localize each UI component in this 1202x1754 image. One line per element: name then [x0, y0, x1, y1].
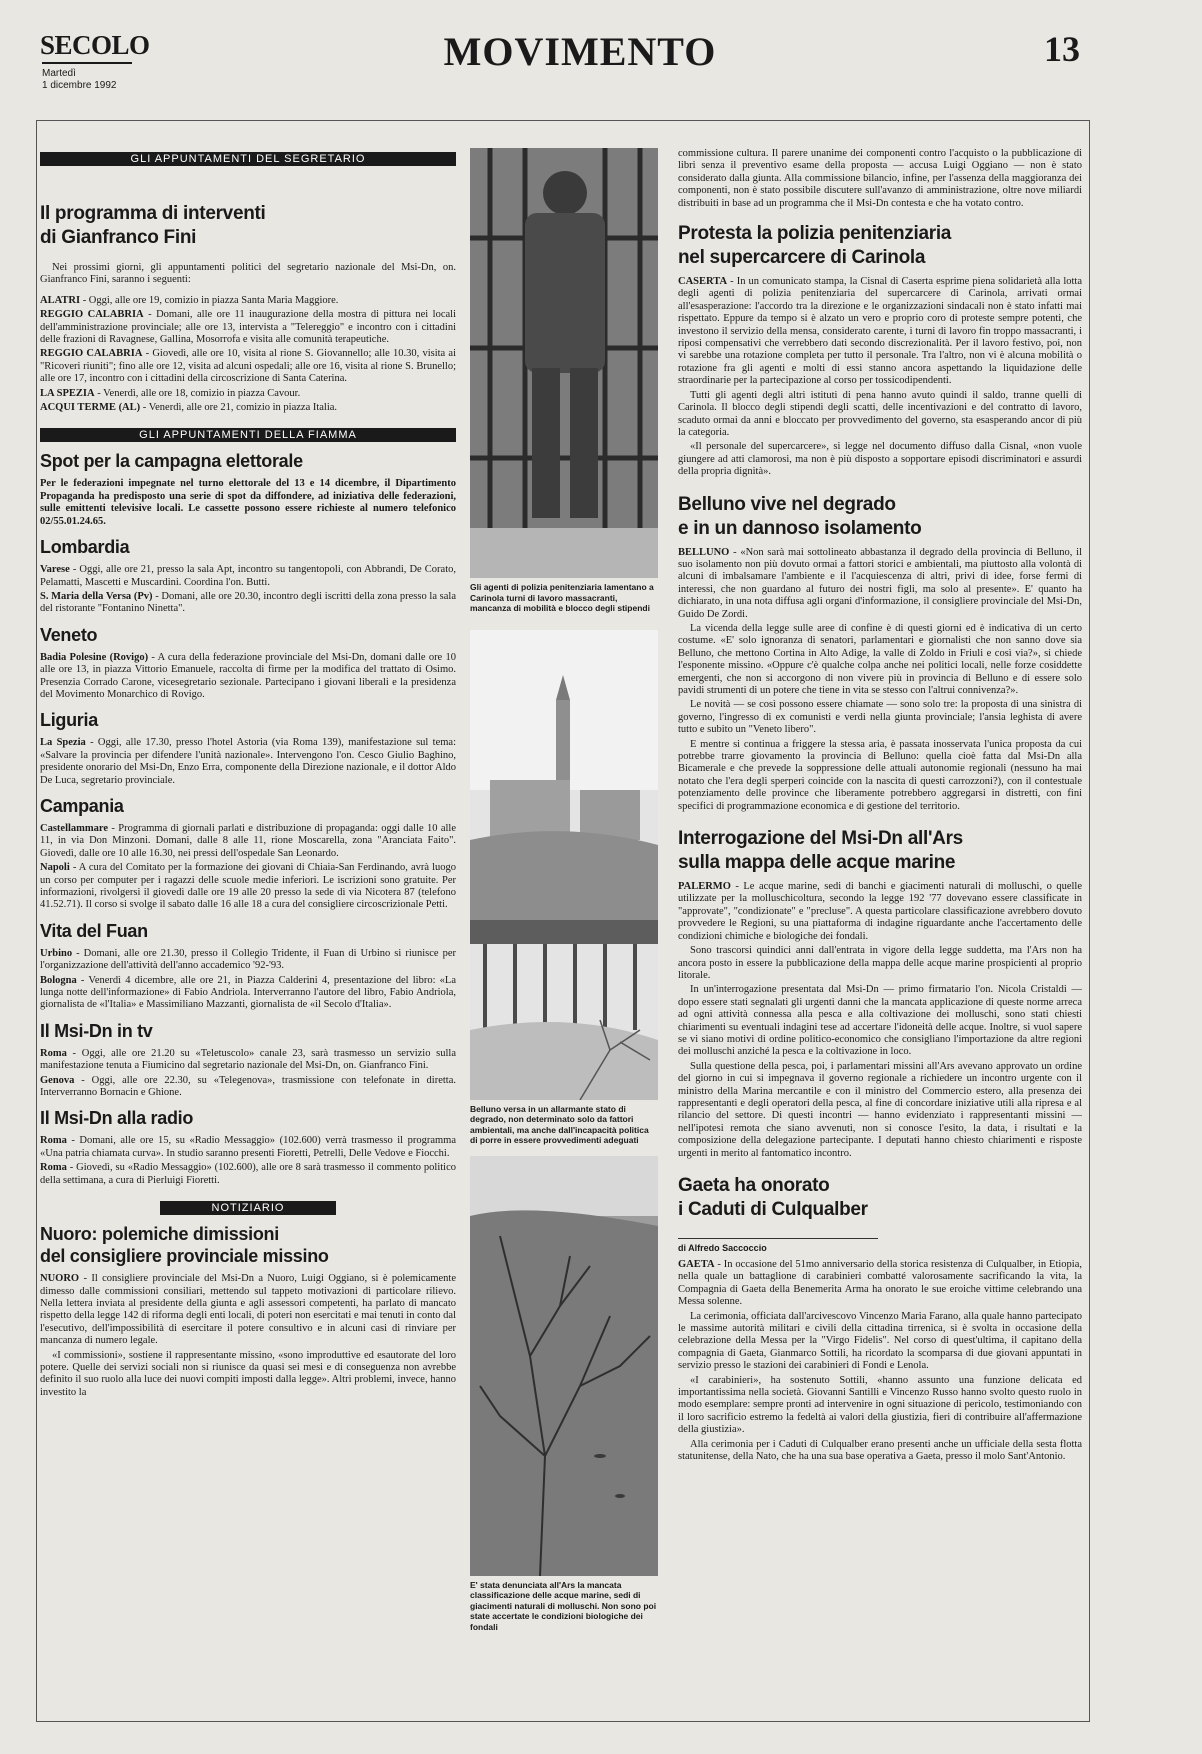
paragraph-text: - In un comunicato stampa, la Cisnal di Caserta esprime piena solidarietà alla lotta degli agenti di polizia penitenziaria del supercarcere di Carinola, arrivati ormai all'esasperazione: l'accordo tra la direzione e le organizzazioni sindacali non è stato infatti mai rispettato. Eppure da tempo si è alzato un vero e proprio coro di proteste sempre potenti, che investono il servizio della mensa, considerato carente, i turni di lavoro fin troppo massacranti, i riposi compensativi che verrebbero dati secondo discrezionalità. Per il lavoro festivo, poi, non vi sarebbe una rotazione completa per tutto il personale. Tra l'altro, non vi è alcuna mobilità o rotazione fra gli agenti e molti di essi stanno ancora aspettando la liquidazione delle straordinarie per la partecipazione al corso per tossicodipendenti. [678, 276, 1082, 387]
place-name: REGGIO CALABRIA [40, 309, 144, 321]
subhead-veneto: Veneto [40, 624, 98, 645]
place-name: LA SPEZIA [40, 387, 95, 399]
byline: di Alfredo Saccoccio [678, 1243, 767, 1253]
photo-belluno [470, 630, 658, 1100]
headline-line: di Gianfranco Fini [40, 227, 197, 248]
place-name: GAETA [678, 1259, 715, 1270]
headline-belluno [678, 493, 1082, 541]
headline-gaeta [678, 1174, 1082, 1222]
place-name: La Spezia [40, 737, 86, 749]
subhead-tv: Il Msi-Dn in tv [40, 1020, 153, 1041]
headline-line: Il programma di interventi [40, 203, 266, 224]
newspaper-logo: SECOLO [40, 30, 150, 60]
paragraph-text: - In occasione del 51mo anniversario della storica resistenza di Culqualber, in Etiopia, nella quale un battaglione di carabinieri combatté valorosamente sacrificando la vita, la Compagnia di Gaeta della Benemerita Arma ha onorato le sue eroiche vittime celebrando una Messa solenne. [678, 1259, 1082, 1308]
article-paragraph: «I commissioni», sostiene il rappresentante missino, «sono improduttive ed esautorate del loro potere. Quelle dei servizi sociali non si riunisce da quasi sei mesi e di conseguenza non avrebbe definito il suo ruolo alla luce dei nuovi compiti imposti dalla legge». Altri problemi, invece, hanno investito la [40, 1349, 456, 1398]
article-paragraph [40, 1048, 456, 1073]
prison-guard-image [470, 148, 658, 578]
headline-line: i Caduti di Culqualber [678, 1199, 868, 1220]
article-paragraph: In un'interrogazione presentata dal Msi-Dn — primo firmatario l'on. Nicola Cristaldi — dopo essere stati segnalati gli urgenti danni che la mancata applicazione di queste norme arreca ad ogni attività connessa alla pesca e alla coltivazione dei molluschi, sono stati chiesti chiarimenti su eventuali indagini tese ad accertare l'idoneità delle acque. Inoltre, si vuol sapere se vi siano motivi di ordine politico-economico che consigliano l'importazione da altre regioni dei molluschi anziché la pesca e la coltivazione in loco. [678, 984, 1082, 1058]
place-name: ALATRI [40, 294, 81, 306]
place-name: REGGIO CALABRIA [40, 348, 143, 360]
article-paragraph [40, 1273, 456, 1347]
paragraph-text: - Domani, alle ore 11 inaugurazione della mostra di pittura nei locali dell'amministrazione provinciale; alle ore 13, intervista a "Telereggio" e incontro con i cittadini delle frazioni di Ravagnese, Gallina, Mosorrofa e visita alle comunità terapeutiche. [40, 309, 456, 346]
article-paragraph [678, 1259, 1082, 1309]
article-paragraph [40, 402, 456, 414]
place-name: ACQUI TERME (AL) [40, 402, 141, 414]
paragraph-text: - Oggi, alle ore 19, comizio in piazza Santa Maria Maggiore. [80, 294, 339, 306]
paragraph-text: - Oggi, alle ore 21, presso la sala Apt, incontro su tangentopoli, con Abbrandi, De Corato, Pelamatti, Mascetti e Muscardini. Coordina l'on. Butti. [40, 564, 456, 588]
paragraph-text: - Venerdì 4 dicembre, alle ore 21, in Piazza Calderini 4, presentazione del libro: «La lunga notte dell'informazione» di Fabio Andriola. Interverranno l'autore del libro, Fabio Andriola, giornalista de «l'Italia» e Massimiliano Mazzanti, giornalista de «il Secolo d'Italia». [40, 974, 456, 1011]
subhead-lombardia: Lombardia [40, 537, 130, 558]
article-paragraph [40, 1075, 456, 1100]
article-paragraph [40, 564, 456, 589]
article-paragraph [40, 948, 456, 973]
paragraph-text: - Giovedì, alle ore 10, visita al rione S. Giovannello; alle 10.30, visita ai "Ricoveri riuniti"; fino alle ore 12, visita ad alcuni ospedali; alle ore 16, visita al rione S. Brunello; alle ore 17, incontro con i cittadini della circoscrizione di Santa Caterina. [40, 348, 456, 385]
headline-line: Protesta la polizia penitenziaria [678, 223, 952, 245]
photo-sea [470, 1156, 658, 1576]
place-name: Roma [40, 1047, 67, 1059]
paragraph-text: - Oggi, alle ore 21.20 su «Teletuscolo» canale 23, sarà trasmesso un servizio sulla manifestazione tenuta a Fiumicino dal segretario nazionale del Msi-Dn, on. Gianfranco Fini. [40, 1047, 456, 1072]
place-name: NUORO [40, 1273, 80, 1285]
headline-line: del consigliere provinciale missino [40, 1246, 329, 1267]
article-paragraph: Le novità — se così possono essere chiamate — sono solo tre: la proposta di una sinistra di governo, l'ingresso di ex comunisti e verdi nella giunta provinciale; l'ansia leghista di avere tutto e subito un "Veneto libero". [678, 699, 1082, 736]
masthead [40, 18, 1080, 100]
headline-line: Gaeta ha onorato [678, 1175, 830, 1196]
article-paragraph [40, 862, 456, 912]
article-paragraph [678, 547, 1082, 621]
right-column [678, 148, 1082, 1466]
headline-polizia [678, 222, 1082, 270]
paragraph-text: - Il consigliere provinciale del Msi-Dn a Nuoro, Luigi Oggiano, si è polemicamente dimesso dalle commissioni consiliari, mettendo sul tappeto motivazioni di particolare rilievo. Nella lettera inviata al presidente della giunta e agli assessori competenti, ha parlato di mancato rispetto della legge 142 di riforma degli enti locali, di poteri non esercitati e mai tenuti in conto dal l'esecutivo, dell'impossibilità di esercitare il potere consultivo e in alcuni casi di rinviare per mancanza di numero legale. [40, 1273, 456, 1347]
article-paragraph [40, 652, 456, 702]
photo-column [470, 148, 658, 1642]
section-title: MOVIMENTO [443, 29, 717, 74]
article-paragraph [40, 388, 456, 400]
photo-caption: Belluno versa in un allarmante stato di degrado, non determinato solo da fattori ambientali, ma anche dall'incapacità politica di porre in essere provvedimenti adeguati [470, 1103, 649, 1145]
article-paragraph [40, 348, 456, 385]
headline-programma-fini [40, 202, 456, 250]
photo-caption: E' stata denunciata all'Ars la mancata classificazione delle acque marine, sedi di giacimenti naturali di molluschi. Non sono poi state accertate le condizioni biologiche dei fondali [470, 1579, 657, 1632]
date-weekday: Martedì [42, 68, 76, 79]
article-paragraph [40, 1162, 456, 1187]
headline-line: Belluno vive nel degrado [678, 493, 896, 515]
place-name: Genova [40, 1074, 75, 1086]
paragraph-text: - Oggi, alle ore 22.30, su «Telegenova», trasmissione con telefonate in diretta. Interverranno Bornacin e Ghione. [40, 1074, 456, 1099]
article-paragraph: La cerimonia, officiata dall'arcivescovo Vincenzo Maria Farano, alla quale hanno partecipato le massime autorità militari e civili della cittadina tirrenica, si è svolta in occasione della celebrazione della Messa per la "Virgo Fidelis". Nel corso di quest'ultima, il capitano della compagnia di Gaeta, Gianmarco Sottili, ha ricordato la scomparsa di due giovani appuntati in servizio presso le stazioni dei carabinieri di Fondi e Lenola. [678, 1310, 1082, 1372]
paragraph-text: - Venerdì, alle ore 21, comizio in piazza Italia. [140, 402, 338, 414]
subhead-campania: Campania [40, 795, 124, 816]
paragraph-text: - Oggi, alle 17.30, presso l'hotel Astoria (via Roma 139), manifestazione sul tema: «Salvare la provincia per difendere l'unità nazionale». Intervengono l'on. Cesco Giulio Baghino, presidente onorario del Msi-Dn, Enzo Erra, componente della Direzione nazionale, e il dottor Aldo De Luca, segretario provinciale. [40, 737, 456, 786]
article-paragraph: Tutti gli agenti degli altri istituti di pena hanno avuto quindi il saldo, tranne quelli di Carinola. Il blocco degli stipendi degli scatti, delle incentivazioni e del contratto di lavoro, scaduto ormai da anni e bloccato per provvedimento del governo, sta esasperando ancor di più la categoria. [678, 389, 1082, 438]
place-name: Roma [40, 1135, 67, 1147]
article-paragraph: «Il personale del supercarcere», si legge nel documento diffuso dalla Cisnal, «non vuole giungere ad atti clamorosi, ma non è più disposto a sopportare episodi discriminatori e assurdi della propria dignità». [678, 441, 1082, 478]
headline-ars [678, 827, 1082, 875]
article-paragraph: E mentre si continua a friggere la stessa aria, è passata inosservata l'unica proposta da cui potrebbe trarre giovamento la provincia di Belluno: quella cioè fatta dal Msi-Dn alla Bicamerale e che prevede la soppressione delle attuali autonomie regionali (nessuno ha mai notato che l'era degli sperperi coincide con la nascita di questi carrozzoni?), con il contestuale potenziamento delle province che liberamente potrebbero aggregarsi in distretti, con fini specifici di programmazione economica e di gestione del territorio. [678, 738, 1082, 812]
article-paragraph: Per le federazioni impegnate nel turno elettorale del 13 e 14 dicembre, il Dipartimento Propaganda ha predisposto una serie di spot da diffondere, ad iniziativa delle federazioni, sulle emittenti televisive locali. Le cassette possono essere richieste al numero telefonico 02/55.01.24.65. [40, 478, 456, 527]
article-paragraph [40, 975, 456, 1012]
article-paragraph: La vicenda della legge sulle aree di confine è di questi giorni ed è indicativa di un certo costume. «E' solo ignoranza di senatori, parlamentari e giornalisti che non sanno dove sia Belluno, che mettono Cortina in Alto Adige, la valle di Zoldo in Friuli e così via?», si chiede l'esponente missino. «Oppure c'è qualche colpa anche nei politici locali, nelle forze cosiddette emergenti, che non si accorgono di non vivere più in provincia di Belluno e di essere solo pavidi strumenti di un potere che tiene in vita se stesso con l'altrui connivenza?». [678, 622, 1082, 696]
paragraph-text: - Venerdì, alle ore 18, comizio in piazza Cavour. [94, 387, 301, 399]
place-name: Castellammare [40, 822, 109, 834]
date-full: 1 dicembre 1992 [42, 80, 117, 91]
belluno-image [470, 630, 658, 1100]
place-name: Varese [40, 564, 70, 576]
article-paragraph [40, 823, 456, 860]
headline-line: Nuoro: polemiche dimissioni [40, 1224, 279, 1245]
article-paragraph [40, 295, 456, 307]
article-paragraph: Alla cerimonia per i Caduti di Culqualber erano presenti anche un ufficiale della sesta flotta statunitense, della Nato, che ha una sua base operativa a Gaeta, presso il molo Sant'Antonio. [678, 1438, 1082, 1463]
place-name: CASERTA [678, 276, 728, 288]
headline-line: nel supercarcere di Carinola [678, 247, 926, 269]
paragraph-text: - Domani, alle ore 20.30, incontro degli iscritti della zona presso la sala del ristorante "Fontanino Ninetta". [40, 590, 456, 615]
headline-line: sulla mappa delle acque marine [678, 852, 956, 874]
paragraph-text: - Domani, alle ore 15, su «Radio Messaggio» (102.600) verrà trasmesso il programma «Una patria chiamata curva». In studio saranno presenti Fioretti, Petrelli, Delle Vedove e Fiocchi. [40, 1135, 456, 1159]
subhead-fuan: Vita del Fuan [40, 920, 148, 941]
headline-line: Interrogazione del Msi-Dn all'Ars [678, 828, 963, 850]
article-paragraph [40, 591, 456, 616]
photo-prison-guard [470, 148, 658, 578]
article-paragraph: Sulla questione della pesca, poi, i parlamentari missini all'Ars avevano approvato un ordine del giorno in cui si impegnava il governo regionale a richiedere un incontro urgente con il ministro della Marina mercantile e con il ministro del Commercio estero, alla presenza dei rappresentanti e degli operatori della pesca, al fine di concordare iniziative utili alla ripresa e al rilancio del settore. Di questi incontri — hanno evidenziato i rappresentanti missini — nell'ipotesi remota che siano avvenuti, non si conosce l'esito, la data, i risultati e la composizione della delegazione partecipante. I deputati hanno chiesto chiarimenti e risposte urgenti in merito al fantomatico incontro. [678, 1060, 1082, 1159]
section-bar-fiamma: GLI APPUNTAMENTI DELLA FIAMMA [40, 428, 456, 442]
headline-spot: Spot per la campagna elettorale [40, 451, 303, 472]
paragraph-text: - «Non sarà mai sottolineato abbastanza il degrado della provincia di Belluno, il suo isolamento non più dovuto ormai a fattori storici e ambientali, ma piuttosto alla volontà di alcuni di imbalsamare l'ambiente e il l'acquiescenza di altri, privi di idee, forse fermi di interessi, che non guardano al futuro dei nostri figli, ma solo al presente». E' quanto ha dichiarato, in una nota diffusa agli organi d'informazione, il consigliere provinciale del Msi-Dn, Guido De Zordi. [678, 546, 1082, 620]
paragraph-text: - Domani, alle ore 21.30, presso il Collegio Tridente, il Fuan di Urbino si riunisce per l'organizzazione dell'attività dell'anno accademico '92-'93. [40, 947, 456, 972]
left-column [40, 148, 456, 1401]
logo-rule [42, 62, 132, 64]
paragraph-text: - Programma di giornali parlati e distribuzione di propaganda: oggi dalle 10 alle 11, in via Don Minzoni. Domani, dalle 8 alle 11, rione Moscarella, zona "Aranciata Faito". Giovedì, dalle ore 10 alle 16.30, nei pressi dell'ospedale San Leonardo. [40, 822, 456, 859]
place-name: Roma [40, 1162, 67, 1174]
paragraph-text: - Giovedì, su «Radio Messaggio» (102.600), alle ore 8 sarà trasmesso il commento politico della settimana, a cura di Pierluigi Fioretti. [40, 1162, 456, 1186]
subhead-liguria: Liguria [40, 710, 98, 731]
paragraph-text: - A cura del Comitato per la formazione dei giovani di Chiaia-San Ferdinando, avrà luogo un corso per computer per i ragazzi delle scuole medie inferiori. Le iscrizioni sono gratuite. Per informazioni, rivolgersi il giovedì dalle ore 19 alle 20 presso la sede di via Nicotera 87 (telefono 41.52.71). Il corso si svolge il sabato dalle 16 alle 18 a cura del consigliere circoscrizionale Petti. [40, 862, 456, 911]
article-paragraph: Sono trascorsi quindici anni dall'entrata in vigore della legge suddetta, ma l'Ars non ha ancora posto in essere la pubblicazione della mappa delle acque marine prospicienti al proprio litorale. [678, 945, 1082, 981]
article-paragraph: commissione cultura. Il parere unanime dei componenti contro l'acquisto o la pubblicazione di libri senza il preventivo esame della proposta — accusa Luigi Oggiano — non è stato considerato dalla giunta. Alla commissione bilancio, infine, per l'assenza della maggioranza dei componenti, non è stato possibile discutere sull'avanzo di amministrazione, oltre nove miliardi distribuiti in base ad un programma che il Msi-Dn contesta e che ha votato contro. [678, 148, 1082, 209]
photo-caption: Gli agenti di polizia penitenziaria lamentano a Carinola turni di lavoro massacranti, mancanza di mobilità e blocco degli stipendi [470, 582, 654, 613]
section-bar-segretario: GLI APPUNTAMENTI DEL SEGRETARIO [40, 152, 456, 166]
article-paragraph [40, 1135, 456, 1160]
article-intro: Nei prossimi giorni, gli appuntamenti politici del segretario nazionale del Msi-Dn, on. Gianfranco Fini, saranno i seguenti: [40, 262, 456, 286]
place-name: Badia Polesine (Rovigo) [40, 651, 149, 663]
article-paragraph [40, 309, 456, 346]
paragraph-text: - Le acque marine, sedi di banchi e giacimenti naturali di molluschi, o quelle utilizzate per la molluschicoltura, secondo la legge 192 '77 dovevano essere classificate in "approvate", "condizionate" e "precluse". A questa particolare classificazione avrebbero dovuto provvedere le Regioni, su una piattaforma di indagine riguardante anche l'accertamento delle condizioni chimiche e biologiche dei fondali. [678, 881, 1082, 942]
page-number: 13 [1044, 29, 1080, 69]
issue-date [42, 68, 117, 92]
article-paragraph: «I carabinieri», ha sostenuto Sottili, «hanno assunto una funzione delicata ed importantissima nella società. Giovanni Santilli e Vincenzo Russo hanno svolto questo ruolo in modo esemplare: sempre pronti ad intervenire in ogni situazione di pericolo, testimoniando con il loro sacrificio estremo la fedeltà ai valori della giustizia, fieri di contribuire all'affermazione della giustizia». [678, 1374, 1082, 1436]
byline-rule [678, 1238, 878, 1239]
headline-line: e in un dannoso isolamento [678, 517, 922, 539]
place-name: PALERMO [678, 881, 731, 893]
subhead-radio: Il Msi-Dn alla radio [40, 1108, 194, 1129]
sea-image [470, 1156, 658, 1576]
place-name: Napoli [40, 862, 70, 874]
section-bar-notiziario: NOTIZIARIO [160, 1201, 336, 1215]
article-paragraph [678, 881, 1082, 943]
place-name: Bologna [40, 974, 77, 986]
place-name: S. Maria della Versa (Pv) [40, 590, 153, 602]
article-paragraph [40, 737, 456, 787]
place-name: BELLUNO [678, 546, 730, 558]
headline-nuoro [40, 1223, 456, 1267]
place-name: Urbino [40, 947, 73, 959]
article-paragraph [678, 276, 1082, 388]
paragraph-text: - A cura della federazione provinciale del Msi-Dn, domani dalle ore 10 alle ore 13, in piazza Vittorio Emanuele, raccolta di firme per la modifica del trattato di Osimo. Presenzia Corrado Carone, vicesegretario sezionale. Partecipano i giovani liberali e la presidenza del Movimento Monarchico di Rovigo. [40, 651, 456, 700]
